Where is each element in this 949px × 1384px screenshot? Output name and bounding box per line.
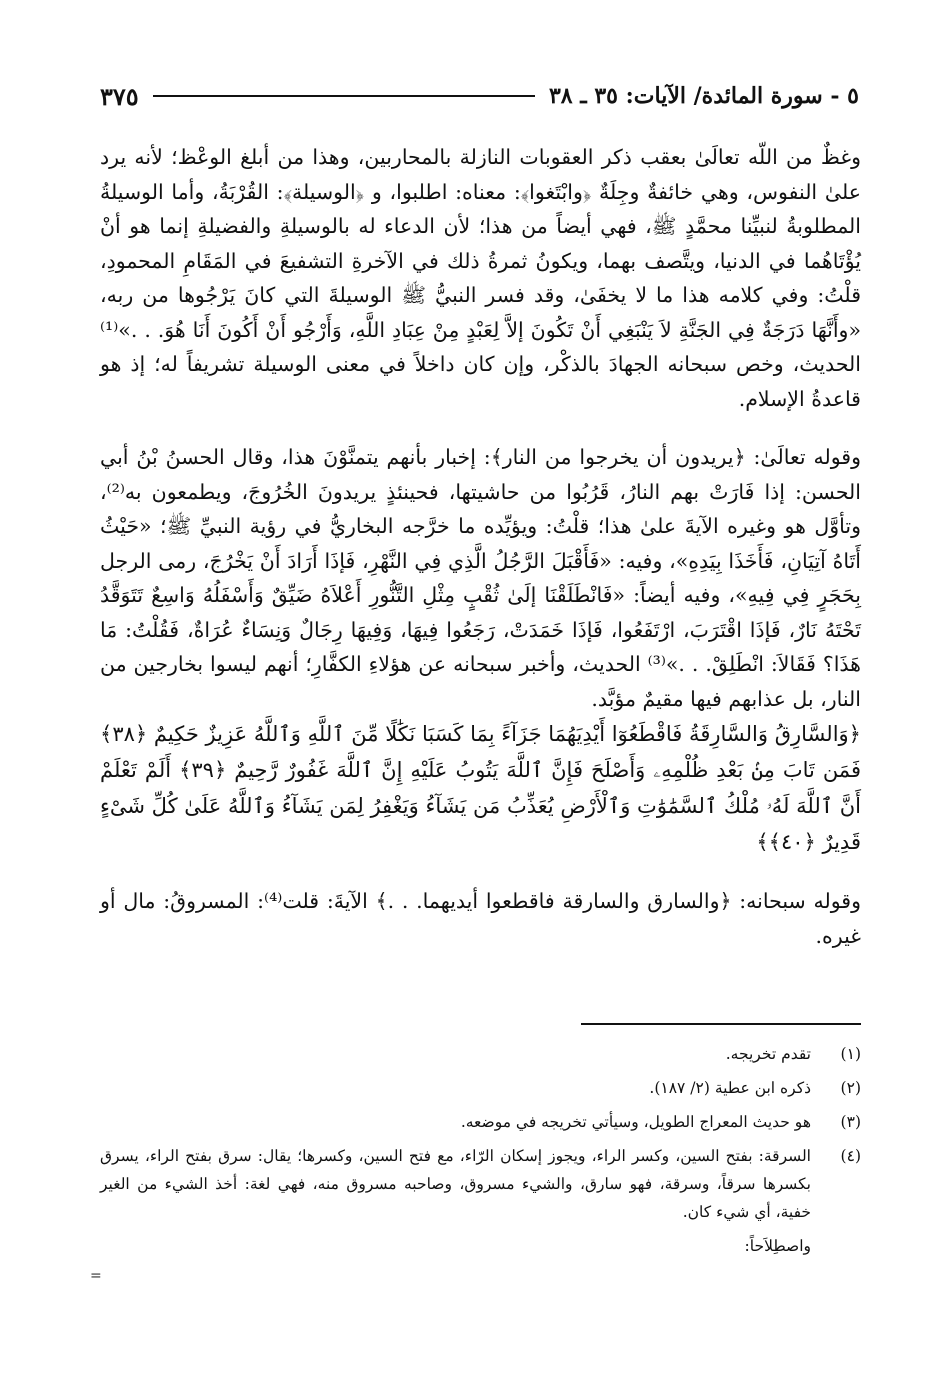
footnote-text: ذكره ابن عطية (٢/ ١٨٧).: [649, 1079, 811, 1097]
footnote-number: (٤): [840, 1147, 861, 1165]
footnote-continuation: واصطِلاَحاً:: [744, 1237, 811, 1255]
footnote-number: (٣): [840, 1113, 861, 1131]
quran-verse: ﴿وَالسَّارِقُ وَالسَّارِقَةُ فَاقْطَعُوٓا أَيْدِيَهُمَا جَزَآءً بِمَا كَسَبَا نَكَٰلًا مِّنَ ٱللَّهِ وَٱللَّهُ عَزِيزٌ حَكِيمٌ ﴿٣٨﴾ فَمَن تَابَ مِنۢ بَعْدِ ظُلْمِهِۦ وَأَصْلَحَ فَإِنَّ ٱللَّهَ يَتُوبُ عَلَيْهِ إِنَّ ٱللَّهَ غَفُورٌ رَّحِيمٌ ﴿٣٩﴾ أَلَمْ تَعْلَمْ أَنَّ ٱللَّهَ لَهُۥ مُلْكُ ٱلسَّمَٰوَٰتِ وَٱلْأَرْضِ يُعَذِّبُ مَن يَشَآءُ وَيَغْفِرُ لِمَن يَشَآءُ وَٱللَّهُ عَلَىٰ كُلِّ شَىْءٍ قَدِيرٌ ﴿٤٠﴾﴾: [100, 722, 861, 854]
footnote-text: السرقة: بفتح السين، وكسر الراء، ويجوز إسكان الرّاء، مع فتح السين، وكسرها؛ يقال: سرق بفتح الراء، يسرق بكسرها سرقاً، وسرقة، فهو سارق، والشيء مسروق، وصاحبه مسروق منه، فهي لغة: أخذ الشيء من الغير خفية، أي شيء كان.: [100, 1147, 811, 1221]
running-header: [100, 76, 859, 116]
footnote-text: هو حديث المعراج الطويل، وسيأتي تخريجه في موضعه.: [460, 1113, 811, 1131]
paragraph-2: وقوله تعالَىٰ: ﴿يريدون أن يخرجوا من النار﴾: إخبار بأنهم يتمنَّوْنَ هذا، وقال الحسنُ بْنُ أبي الحسن: إذا فَارَتْ بهم النارُ، قَرُبُوا من حاشيتها، فحينئذٍ يريدونَ الخُرُوجَ، ويطمعون به⁽²⁾، وتأوَّل هو وغيره الآيةَ علىٰ هذا؛ قلْتُ: ويؤيِّده ما خرَّجه البخاريُّ في رؤية النبيِّ ﷺ؛ «حَيْثُ أَتَاهُ آتِيَانِ، فَأَخَذَا بِيَدِهِ»، وفيه: «فَأَقْبَلَ الرَّجُلُ الَّذِي فِي النَّهْرِ، فَإذَا أَرَادَ أَنْ يَخْرُجَ، رمى الرجل بِحَجَرٍ فِي فِيهِ»، وفيه أيضاً: «فَانْطَلَقْنَا إلَىٰ ثُقْبٍ مِثْلِ التَّنُّورِ أَعْلاَهُ ضَيِّقٌ وَأَسْفَلُهُ وَاسِعٌ تَتَوَقَّدُ تَحْتَهُ نَارٌ، فَإذَا اقْتَرَبَ، ارْتَفَعُوا، فَإذَا خَمَدَتْ، رَجَعُوا فِيهَا، وَفِيهَا رِجَالٌ وَنِسَاءٌ عُرَاةٌ، فَقُلْتُ: مَا هَذَا؟ فَقَالاَ: انْطَلِقْ. . .»⁽³⁾ الحديث، وأخبر سبحانه عن هؤلاءِ الكفَّارِ؛ أنهم ليسوا بخارجين من النار، بل عذابهم فيها مقيمٌ مؤبَّد.: [100, 445, 861, 711]
footnote: [100, 1074, 861, 1102]
header-title: ٥ - سورة المائدة/ الآيات: ٣٥ ـ ٣٨: [548, 83, 859, 109]
main-text: [100, 140, 861, 953]
footnote-number: (٢): [840, 1079, 861, 1097]
header-rule: [153, 95, 535, 97]
footnote: [100, 1040, 861, 1068]
footnote-text: تقدم تخريجه.: [725, 1045, 811, 1063]
paragraph-1: وغظٌ من اللّه تعالَىٰ بعقب ذكر العقوبات النازلة بالمحاربين، وهذا من أبلغ الوعْظ؛ لأنه يرد علىٰ النفوس، وهي خائفةٌ وجِلَةٌ ﴿وابْتَغوا﴾: معناه: اطلبوا، و ﴿الوسيلة﴾: القُرْبَةُ، وأما الوسيلةُ المطلوبةُ لنبيِّنا محمَّدٍ ﷺ، فهي أيضاً من هذا؛ لأن الدعاء له بالوسيلةِ والفضيلةِ إنما هو أنْ يُؤْتَاهُما في الدنيا، ويتَّصف بهما، ويكونُ ثمرةُ ذلك في الآخرةِ التشفيعَ في المَقَامِ المحمودِ، قلْتُ: وفي كلامه هذا ما لا يخفَىٰ، وقد فسر النبيُّ ﷺ الوسيلةَ التي كانَ يَرْجُوها من ربه، «وأَنَّهَا دَرَجَةٌ فِي الجَنَّةِ لاَ يَنْبَغِي أَنْ تَكُونَ إلاَّ لِعَبْدٍ مِنْ عِبَادِ اللَّهِ، وَأَرْجُو أَنْ أَكُونَ أَنَا هُوَ. . .»⁽¹⁾ الحديث، وخص سبحانه الجهادَ بالذكْر، وإن كان داخلاً في معنى الوسيلة تشريفاً له؛ إذ هو قاعدةُ الإسلام.: [100, 145, 861, 411]
footnote-number: (١): [840, 1045, 861, 1063]
paragraph-3: وقوله سبحانه: ﴿والسارق والسارقة فاقطعوا أيديهما. . .﴾ الآيةَ: قلت⁽⁴⁾: المسروقُ: مال أو غيره.: [100, 889, 861, 948]
footnote-rule: [581, 1023, 861, 1025]
page-number: ٣٧٥: [100, 81, 139, 111]
footnotes: [100, 1040, 861, 1260]
footnote: [100, 1142, 861, 1226]
page-marker: =: [90, 1268, 102, 1284]
footnote: [100, 1108, 861, 1136]
